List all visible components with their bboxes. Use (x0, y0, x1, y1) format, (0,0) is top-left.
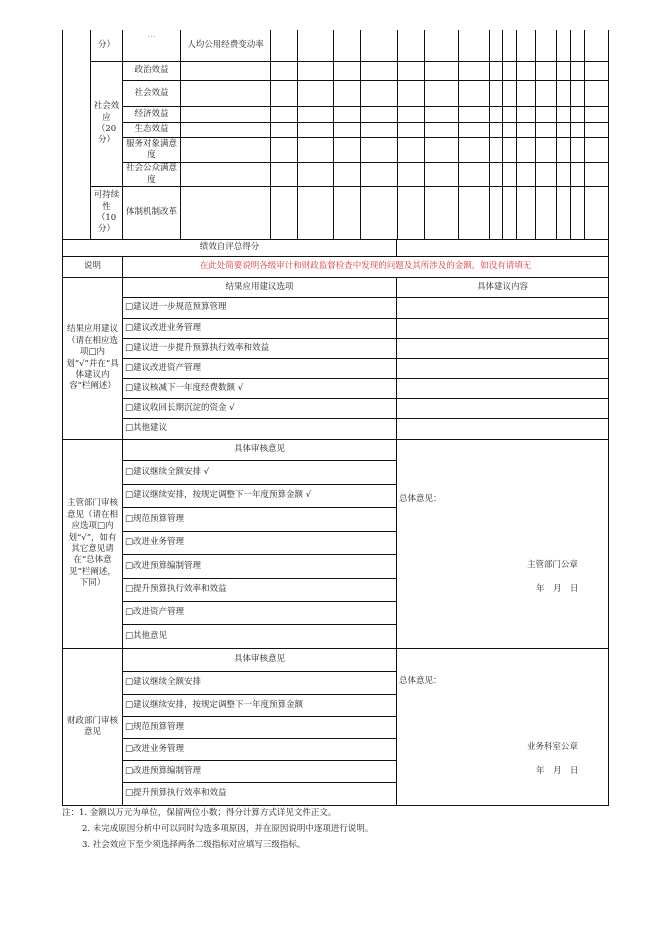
data-cell[interactable] (424, 186, 459, 240)
data-cell[interactable] (333, 61, 361, 81)
data-cell[interactable] (270, 186, 298, 240)
suggestion-option[interactable]: □建议核减下一年度经费数额 √ (122, 378, 397, 399)
data-cell[interactable] (556, 137, 571, 163)
indicator-ecological: 生态效益 (122, 122, 181, 138)
data-cell[interactable] (489, 137, 503, 163)
data-cell[interactable] (535, 122, 557, 138)
finance-review-option[interactable]: □改进预算编制管理 (122, 760, 397, 783)
finance-review-header: 具体审核意见 (122, 648, 397, 672)
data-cell[interactable] (297, 30, 334, 62)
data-cell[interactable] (584, 61, 609, 81)
finance-review-option[interactable]: □建议继续全额安排 (122, 671, 397, 695)
data-cell[interactable] (516, 186, 536, 240)
data-cell[interactable] (458, 162, 490, 187)
data-cell[interactable] (297, 61, 334, 81)
suggestion-content-cell[interactable] (396, 358, 609, 379)
data-cell[interactable] (556, 30, 571, 62)
data-cell[interactable] (333, 186, 361, 240)
suggestion-content-cell[interactable] (396, 398, 609, 419)
indicator-economic: 经济效益 (122, 106, 181, 123)
data-cell[interactable] (535, 106, 557, 123)
data-cell[interactable] (570, 61, 585, 81)
data-cell[interactable] (502, 186, 517, 240)
data-cell[interactable] (516, 162, 536, 187)
data-cell[interactable] (584, 80, 609, 107)
dept-review-option[interactable]: □建议继续全额安排 √ (122, 460, 397, 485)
third-level-indicator-cell (180, 186, 271, 240)
data-cell[interactable] (397, 80, 425, 107)
data-cell[interactable] (333, 80, 361, 107)
suggestion-content-cell[interactable] (396, 378, 609, 399)
data-cell[interactable] (516, 106, 536, 123)
data-cell[interactable] (502, 30, 517, 62)
data-cell[interactable] (516, 122, 536, 138)
data-cell[interactable] (424, 30, 459, 62)
dept-overall-label: 总体意见： (399, 494, 442, 504)
suggestion-option[interactable]: □建议进一步规范预算管理 (122, 297, 397, 319)
third-level-indicator-cell (180, 137, 271, 163)
data-cell[interactable] (397, 106, 425, 123)
second-level-cell: … (122, 30, 181, 62)
suggestion-option[interactable]: □其他建议 (122, 418, 397, 440)
dept-seal: 主管部门公章 (527, 560, 579, 570)
data-cell[interactable] (502, 162, 517, 187)
data-cell[interactable] (535, 162, 557, 187)
options-header: 结果应用建议选项 (122, 277, 397, 298)
third-level-indicator-cell: 人均公用经费变动率 (180, 30, 271, 62)
data-cell[interactable] (516, 61, 536, 81)
suggestion-content-cell[interactable] (396, 338, 609, 359)
data-cell[interactable] (297, 137, 334, 163)
data-cell[interactable] (297, 80, 334, 107)
data-cell[interactable] (270, 162, 298, 187)
third-level-indicator-cell (180, 122, 271, 138)
data-cell[interactable] (489, 106, 503, 123)
data-cell[interactable] (584, 186, 609, 240)
explanation-label: 说明 (62, 256, 123, 278)
data-cell[interactable] (424, 106, 459, 123)
third-level-indicator-cell (180, 106, 271, 123)
result-suggestions-label: 结果应用建议（请在相应选项□内划“√”并在“具体建议内容”栏阐述） (62, 277, 123, 440)
suggestion-content-cell[interactable] (396, 318, 609, 339)
data-cell[interactable] (424, 122, 459, 138)
data-cell[interactable] (270, 61, 298, 81)
data-cell[interactable] (584, 106, 609, 123)
dept-review-option[interactable]: □建议继续安排，按规定调整下一年度预算金额 √ (122, 484, 397, 508)
category-cell (62, 30, 91, 240)
note-1: 注：1. 金额以万元为单位，保留两位小数；得分计算方式详见文件正文。 (62, 808, 337, 818)
data-cell[interactable] (333, 106, 361, 123)
data-cell[interactable] (535, 137, 557, 163)
data-cell[interactable] (458, 122, 490, 138)
data-cell[interactable] (297, 162, 334, 187)
data-cell[interactable] (584, 122, 609, 138)
data-cell[interactable] (489, 122, 503, 138)
finance-overall-opinion[interactable] (396, 648, 609, 806)
data-cell[interactable] (458, 80, 490, 107)
suggestion-option[interactable]: □建议改进业务管理 (122, 318, 397, 339)
data-cell[interactable] (270, 30, 298, 62)
data-cell[interactable] (570, 30, 585, 62)
dept-review-label: 主管部门审核意见（请在相应选项□内划“√”，如有其它意见请在“总体意见”栏阐述，下同） (62, 439, 123, 649)
data-cell[interactable] (333, 162, 361, 187)
data-cell[interactable] (397, 162, 425, 187)
data-cell[interactable] (516, 30, 536, 62)
finance-review-option[interactable]: □改进业务管理 (122, 738, 397, 761)
data-cell[interactable] (489, 186, 503, 240)
data-cell[interactable] (584, 30, 609, 62)
data-cell[interactable] (424, 162, 459, 187)
third-level-indicator-cell (180, 162, 271, 187)
note-2: 2. 未完成原因分析中可以同时勾选多项原因，并在原因说明中逐项进行说明。 (82, 824, 374, 834)
data-cell[interactable] (424, 137, 459, 163)
data-cell[interactable] (535, 61, 557, 81)
data-cell[interactable] (556, 61, 571, 81)
indicator-social: 社会效益 (122, 80, 181, 107)
third-level-indicator-cell (180, 61, 271, 81)
dept-review-option[interactable]: □其他意见 (122, 624, 397, 649)
indicator-political: 政治效益 (122, 61, 181, 81)
dept-date: 年 月 日 (536, 584, 579, 594)
finance-review-option[interactable]: □规范预算管理 (122, 716, 397, 739)
data-cell[interactable] (489, 61, 503, 81)
first-level-cell: 分） (90, 30, 123, 62)
data-cell[interactable] (535, 80, 557, 107)
data-cell[interactable] (360, 80, 398, 107)
data-cell[interactable] (360, 186, 398, 240)
data-cell[interactable] (489, 162, 503, 187)
data-cell[interactable] (556, 186, 571, 240)
data-cell[interactable] (570, 122, 585, 138)
total-score-label: 绩效自评总得分 (62, 239, 397, 257)
finance-review-option[interactable]: □建议继续安排，按规定调整下一年度预算金额 (122, 694, 397, 717)
data-cell[interactable] (570, 106, 585, 123)
data-cell[interactable] (270, 122, 298, 138)
suggestion-option[interactable]: □建议改进资产管理 (122, 358, 397, 379)
data-cell[interactable] (584, 137, 609, 163)
data-cell[interactable] (556, 162, 571, 187)
third-level-indicator-cell (180, 80, 271, 107)
data-cell[interactable] (297, 122, 334, 138)
data-cell[interactable] (397, 61, 425, 81)
data-cell[interactable] (360, 162, 398, 187)
finance-overall-label: 总体意见： (399, 676, 442, 686)
finance-review-option[interactable]: □提升预算执行效率和效益 (122, 782, 397, 806)
data-cell[interactable] (502, 122, 517, 138)
data-cell[interactable] (360, 137, 398, 163)
data-cell[interactable] (556, 80, 571, 107)
data-cell[interactable] (360, 122, 398, 138)
explanation-text[interactable]: 在此处简要说明各级审计和财政监督检查中发现的问题及其所涉及的金额，如没有请填无 (122, 256, 609, 278)
data-cell[interactable] (556, 106, 571, 123)
content-header: 具体建议内容 (396, 277, 609, 298)
indicator-institution-reform: 体制机制改革 (122, 186, 181, 240)
data-cell[interactable] (584, 162, 609, 187)
data-cell[interactable] (489, 80, 503, 107)
data-cell[interactable] (570, 80, 585, 107)
data-cell[interactable] (397, 122, 425, 138)
indicator-service-satisfaction: 服务对象满意度 (122, 137, 181, 163)
data-cell[interactable] (424, 80, 459, 107)
data-cell[interactable] (570, 186, 585, 240)
data-cell[interactable] (458, 30, 490, 62)
sustainability-label: 可持续性（10分） (90, 186, 123, 240)
data-cell[interactable] (502, 106, 517, 123)
dept-review-option[interactable]: □改进业务管理 (122, 531, 397, 555)
data-cell[interactable] (535, 30, 557, 62)
data-cell[interactable] (333, 122, 361, 138)
note-3: 3. 社会效应下至少须选择两条二级指标对应填写三级指标。 (82, 840, 306, 850)
social-effect-label: 社会效应（20分） (90, 61, 123, 187)
data-cell[interactable] (458, 137, 490, 163)
data-cell[interactable] (360, 106, 398, 123)
data-cell[interactable] (333, 137, 361, 163)
data-cell[interactable] (397, 186, 425, 240)
dept-review-option[interactable]: □改进预算编制管理 (122, 554, 397, 579)
data-cell[interactable] (397, 137, 425, 163)
data-cell[interactable] (333, 30, 361, 62)
suggestion-content-cell[interactable] (396, 418, 609, 440)
data-cell[interactable] (516, 80, 536, 107)
data-cell[interactable] (570, 137, 585, 163)
dept-overall-opinion[interactable] (396, 439, 609, 649)
data-cell[interactable] (270, 106, 298, 123)
data-cell[interactable] (502, 137, 517, 163)
dept-review-option[interactable]: □改进资产管理 (122, 601, 397, 625)
data-cell[interactable] (535, 186, 557, 240)
finance-seal: 业务科室公章 (527, 742, 579, 752)
suggestion-option[interactable]: □建议进一步提升预算执行效率和效益 (122, 338, 397, 359)
data-cell[interactable] (360, 30, 398, 62)
data-cell[interactable] (502, 80, 517, 107)
dept-review-header: 具体审核意见 (122, 439, 397, 461)
data-cell[interactable] (297, 186, 334, 240)
total-score-value[interactable] (396, 239, 609, 257)
data-cell[interactable] (458, 61, 490, 81)
indicator-public-satisfaction: 社会公众满意度 (122, 162, 181, 187)
data-cell[interactable] (458, 106, 490, 123)
data-cell[interactable] (489, 30, 503, 62)
data-cell[interactable] (516, 137, 536, 163)
data-cell[interactable] (556, 122, 571, 138)
data-cell[interactable] (458, 186, 490, 240)
data-cell[interactable] (570, 162, 585, 187)
suggestion-content-cell[interactable] (396, 297, 609, 319)
data-cell[interactable] (270, 137, 298, 163)
data-cell[interactable] (360, 61, 398, 81)
finance-review-label: 财政部门审核意见 (62, 648, 123, 806)
suggestion-option[interactable]: □建议收回长期沉淀的资金 √ (122, 398, 397, 419)
data-cell[interactable] (502, 61, 517, 81)
dept-review-option[interactable]: □规范预算管理 (122, 507, 397, 532)
data-cell[interactable] (424, 61, 459, 81)
data-cell[interactable] (297, 106, 334, 123)
dept-review-option[interactable]: □提升预算执行效率和效益 (122, 578, 397, 602)
finance-date: 年 月 日 (536, 766, 579, 776)
data-cell[interactable] (270, 80, 298, 107)
data-cell[interactable] (397, 30, 425, 62)
